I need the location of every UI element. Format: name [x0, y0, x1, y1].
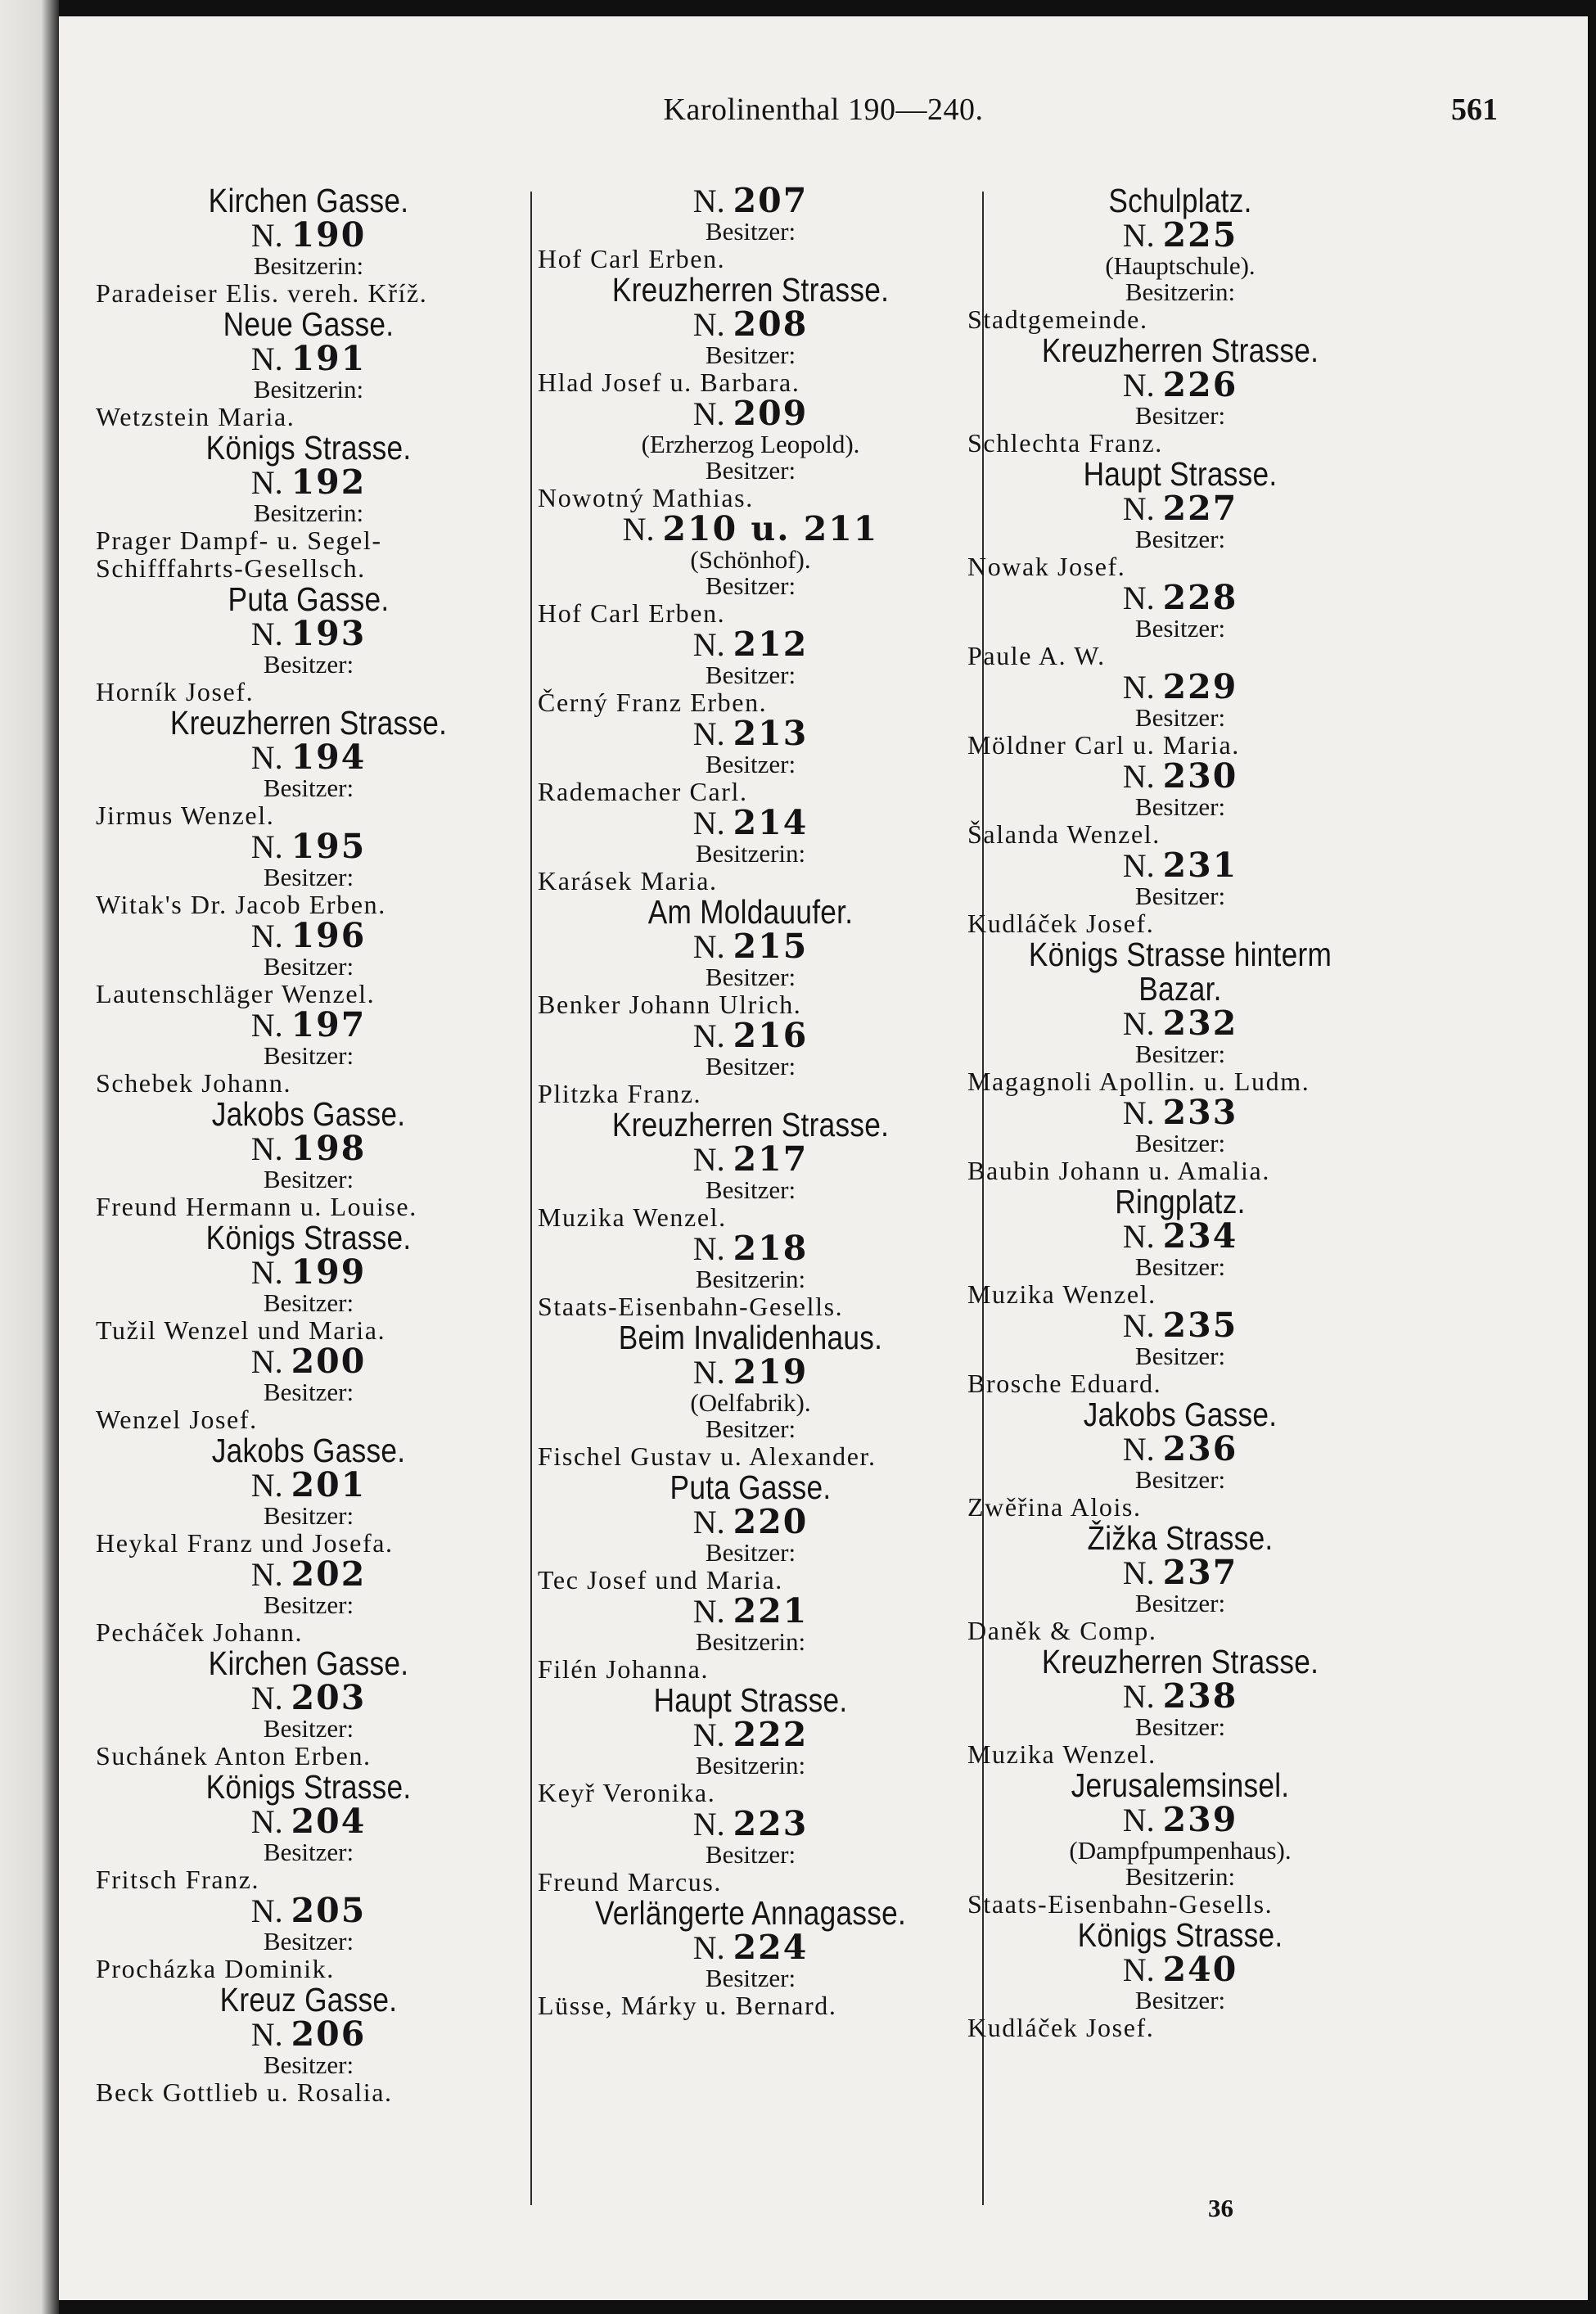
house-number	[538, 716, 963, 751]
number-prefix: N.	[1122, 1094, 1163, 1131]
owner-role: Besitzer:	[263, 1501, 354, 1530]
owner-role: Besitzer:	[1134, 1465, 1226, 1494]
number-prefix: N.	[1122, 580, 1163, 616]
owner-role: Besitzer:	[705, 1538, 796, 1567]
number-prefix: N.	[692, 1716, 733, 1753]
owner-role: Besitzer:	[1134, 1252, 1226, 1281]
house-number	[96, 1344, 521, 1379]
house-number	[96, 215, 521, 255]
house-number	[96, 616, 521, 652]
owner-name: Rademacher Carl.	[538, 777, 748, 806]
street-heading: Königs Strasse hinterm	[1028, 936, 1332, 973]
number-value: 203	[291, 1678, 367, 1717]
house-number	[96, 1005, 521, 1044]
number-value: 230	[1162, 756, 1238, 796]
number-value: 221	[733, 1591, 809, 1631]
number-prefix: N.	[250, 739, 291, 776]
owner-name: Wenzel Josef.	[96, 1405, 258, 1434]
street-heading: Kirchen Gasse.	[208, 182, 409, 219]
number-prefix: N.	[250, 2016, 291, 2053]
number-prefix: N.	[250, 828, 291, 865]
number-value: 220	[733, 1502, 809, 1541]
number-prefix: N.	[692, 626, 733, 663]
number-value: 235	[1162, 1306, 1238, 1345]
house-number	[96, 1252, 521, 1292]
number-value: 227	[1162, 489, 1238, 528]
number-prefix: N.	[1122, 847, 1163, 884]
number-value: 205	[291, 1891, 367, 1930]
house-number	[96, 918, 521, 954]
house-number	[96, 740, 521, 775]
number-value: 233	[1162, 1093, 1238, 1132]
number-value: 216	[733, 1016, 809, 1055]
owner-name: Zwěřina Alois.	[967, 1492, 1142, 1522]
owner-name: Nowak Josef.	[967, 552, 1126, 581]
owner-role: Besitzer:	[1134, 882, 1226, 910]
owner-name: Plitzka Franz.	[538, 1079, 702, 1108]
street-heading: Haupt Strasse.	[1083, 455, 1278, 493]
owner-name: Hof Carl Erben.	[538, 244, 726, 273]
owner-name: Fritsch Franz.	[96, 1865, 260, 1894]
number-value: 239	[1162, 1800, 1238, 1839]
street-heading: Kreuzherren Strasse.	[611, 1106, 890, 1143]
house-number	[96, 829, 521, 864]
building-note: (Oelfabrik).	[690, 1388, 811, 1417]
number-prefix: N.	[692, 306, 733, 343]
owner-name: Stadtgemeinde.	[967, 304, 1148, 334]
house-number	[538, 1139, 963, 1179]
number-prefix: N.	[1122, 1431, 1163, 1468]
house-number	[967, 1308, 1393, 1343]
owner-role: Besitzer:	[263, 2050, 354, 2079]
number-value: 229	[1162, 667, 1238, 706]
number-value: 197	[291, 1005, 367, 1044]
house-number	[967, 848, 1393, 883]
number-prefix: N.	[1122, 669, 1163, 706]
street-heading: Königs Strasse.	[205, 1768, 412, 1806]
owner-role: Besitzer:	[705, 750, 796, 778]
number-prefix: N.	[622, 511, 663, 548]
owner-name: Tužil Wenzel und Maria.	[96, 1315, 386, 1345]
owner-name: Muzika Wenzel.	[967, 1739, 1156, 1769]
street-heading: Ringplatz.	[1115, 1183, 1246, 1220]
number-value: 202	[291, 1554, 367, 1594]
owner-role: Besitzer:	[1134, 401, 1226, 430]
number-value: 204	[291, 1802, 367, 1841]
number-prefix: N.	[692, 1593, 733, 1630]
street-heading: Jakobs Gasse.	[211, 1095, 406, 1133]
house-number	[538, 1018, 963, 1053]
number-value: 223	[733, 1804, 809, 1843]
street-heading: Neue Gasse.	[223, 305, 394, 343]
house-number	[538, 396, 963, 431]
number-prefix: N.	[692, 395, 733, 432]
street-heading: Haupt Strasse.	[653, 1681, 848, 1719]
number-value: 206	[291, 2014, 367, 2054]
building-note: (Schönhof).	[690, 545, 811, 574]
building-note: (Hauptschule).	[1105, 251, 1256, 280]
owner-name: Daněk & Comp.	[967, 1616, 1157, 1645]
number-value: 214	[733, 803, 809, 842]
number-value: 191	[291, 339, 367, 378]
number-prefix: N.	[1122, 1307, 1163, 1344]
column-divider	[530, 192, 532, 2205]
number-prefix: N.	[1122, 217, 1163, 254]
owner-role: Besitzer:	[1134, 1040, 1226, 1068]
number-prefix: N.	[692, 1141, 733, 1178]
street-heading: Kreuz Gasse.	[219, 1981, 398, 2019]
number-prefix: N.	[250, 1343, 291, 1380]
owner-role: Besitzerin:	[253, 375, 364, 404]
owner-role: Besitzer:	[1134, 703, 1226, 732]
owner-role: Besitzer:	[263, 863, 354, 891]
number-value: 215	[733, 927, 809, 966]
number-prefix: N.	[1122, 1678, 1163, 1715]
owner-role: Besitzer:	[705, 1840, 796, 1869]
number-prefix: N.	[250, 1556, 291, 1593]
number-value: 201	[291, 1465, 367, 1504]
house-number	[967, 215, 1393, 255]
owner-role: Besitzer:	[705, 456, 796, 485]
street-heading: Žižka Strasse.	[1087, 1519, 1274, 1557]
column-right	[967, 183, 1393, 2041]
house-number	[96, 1680, 521, 1716]
number-prefix: N.	[1122, 1802, 1163, 1838]
owner-name: Muzika Wenzel.	[967, 1279, 1156, 1309]
house-number	[538, 1352, 963, 1392]
owner-role: Besitzer:	[1134, 1712, 1226, 1741]
number-value: 207	[733, 181, 809, 220]
number-value: 190	[291, 215, 367, 255]
owner-name: Kudláček Josef.	[967, 909, 1155, 938]
building-note: (Dampfpumpenhaus).	[1069, 1836, 1292, 1865]
street-heading: Kreuzherren Strasse.	[611, 271, 890, 309]
house-number	[538, 1930, 963, 1965]
owner-name: Jirmus Wenzel.	[96, 801, 275, 830]
owner-role: Besitzerin:	[695, 1751, 806, 1779]
street-heading: Schulplatz.	[1108, 182, 1252, 219]
page-number: 561	[1451, 92, 1498, 127]
owner-name: Karásek Maria.	[538, 866, 718, 895]
number-value: 209	[733, 394, 809, 433]
number-value: 232	[1162, 1004, 1238, 1043]
number-prefix: N.	[250, 217, 291, 254]
owner-name: Procházka Dominik.	[96, 1954, 335, 1983]
owner-role: Besitzer:	[263, 1838, 354, 1866]
number-value: 193	[291, 614, 367, 653]
number-value: 208	[733, 304, 809, 344]
number-value: 225	[1162, 215, 1238, 255]
owner-role: Besitzerin:	[253, 498, 364, 527]
owner-role: Besitzer:	[1134, 1342, 1226, 1370]
number-prefix: N.	[250, 1892, 291, 1929]
house-number	[538, 627, 963, 662]
number-prefix: N.	[250, 1467, 291, 1504]
number-value: 224	[733, 1928, 809, 1967]
owner-name: Paule A. W.	[967, 641, 1106, 670]
number-value: 228	[1162, 578, 1238, 617]
owner-role: Besitzer:	[263, 952, 354, 981]
number-prefix: N.	[1122, 367, 1163, 404]
owner-role: Besitzerin:	[695, 1627, 806, 1656]
owner-name: Schebek Johann.	[96, 1068, 292, 1098]
street-heading: Puta Gasse.	[228, 580, 390, 618]
house-number	[967, 1952, 1393, 1987]
number-prefix: N.	[1122, 490, 1163, 527]
owner-name: Staats-Eisenbahn-Gesells.	[538, 1292, 844, 1321]
owner-name: Horník Josef.	[96, 677, 255, 706]
number-prefix: N.	[692, 715, 733, 752]
number-prefix: N.	[1122, 1554, 1163, 1591]
house-number	[538, 1231, 963, 1266]
street-heading: Königs Strasse.	[205, 429, 412, 467]
house-number	[967, 1006, 1393, 1041]
number-value: 195	[291, 827, 367, 866]
street-heading: Königs Strasse.	[205, 1219, 412, 1256]
house-number	[967, 1555, 1393, 1590]
house-number	[967, 1095, 1393, 1130]
house-number	[538, 509, 963, 548]
running-title: Karolinenthal 190—240.	[663, 92, 984, 127]
number-value: 222	[733, 1715, 809, 1754]
number-value: 212	[733, 625, 809, 664]
number-prefix: N.	[250, 1254, 291, 1291]
house-number	[967, 1802, 1393, 1838]
street-heading: Beim Invalidenhaus.	[618, 1319, 883, 1356]
house-number	[538, 929, 963, 964]
number-prefix: N.	[250, 1680, 291, 1716]
owner-name: Heykal Franz und Josefa.	[96, 1528, 394, 1558]
owner-role: Besitzerin:	[1125, 1862, 1236, 1891]
number-prefix: N.	[250, 918, 291, 954]
owner-name: Baubin Johann u. Amalia.	[967, 1156, 1270, 1185]
owner-role: Besitzer:	[263, 650, 354, 679]
number-prefix: N.	[692, 928, 733, 965]
number-value: 194	[291, 738, 367, 777]
owner-name: Freund Marcus.	[538, 1867, 723, 1897]
owner-name: Schifffahrts-Gesellsch.	[96, 553, 366, 583]
street-heading: Kreuzherren Strasse.	[1041, 332, 1319, 369]
owner-name: Paradeiser Elis. vereh. Kříž.	[96, 278, 428, 308]
owner-role: Besitzer:	[263, 1378, 354, 1406]
number-value: 213	[733, 714, 809, 753]
street-heading: Verlängerte Annagasse.	[594, 1894, 907, 1932]
number-value: 217	[733, 1139, 809, 1179]
owner-role: Besitzer:	[1134, 792, 1226, 821]
owner-role: Besitzerin:	[1125, 277, 1236, 306]
owner-role: Besitzerin:	[695, 1265, 806, 1293]
house-number	[967, 1676, 1393, 1716]
owner-role: Besitzer:	[263, 1041, 354, 1070]
number-prefix: N.	[692, 1230, 733, 1267]
street-heading: Jerusalemsinsel.	[1071, 1766, 1290, 1804]
owner-role: Besitzer:	[1134, 614, 1226, 643]
number-prefix: N.	[692, 1017, 733, 1054]
owner-name: Hof Carl Erben.	[538, 598, 726, 628]
street-heading: Jakobs Gasse.	[211, 1432, 406, 1469]
owner-name: Beck Gottlieb u. Rosalia.	[96, 2077, 393, 2107]
street-heading: Kreuzherren Strasse.	[1041, 1643, 1319, 1680]
house-number	[538, 304, 963, 344]
house-number	[967, 756, 1393, 796]
house-number	[967, 580, 1393, 616]
owner-role: Besitzerin:	[695, 839, 806, 868]
street-heading: Bazar.	[1138, 970, 1222, 1008]
house-number	[538, 805, 963, 841]
owner-name: Filén Johanna.	[538, 1654, 710, 1684]
directory-page	[59, 16, 1588, 2300]
owner-name: Schlechta Franz.	[967, 428, 1163, 458]
owner-role: Besitzer:	[705, 1175, 796, 1204]
number-value: 218	[733, 1229, 809, 1268]
house-number	[96, 462, 521, 502]
owner-role: Besitzer:	[705, 341, 796, 369]
owner-name: Wetzstein Maria.	[96, 402, 295, 431]
owner-name: Brosche Eduard.	[967, 1369, 1162, 1398]
owner-name: Lüsse, Márky u. Bernard.	[538, 1991, 837, 2020]
number-value: 219	[733, 1352, 809, 1392]
number-prefix: N.	[250, 464, 291, 501]
number-prefix: N.	[692, 805, 733, 841]
owner-name: Prager Dampf- u. Segel-	[96, 525, 382, 555]
owner-role: Besitzer:	[263, 1927, 354, 1955]
house-number	[967, 491, 1393, 526]
number-value: 237	[1162, 1553, 1238, 1592]
number-value: 234	[1162, 1216, 1238, 1256]
number-value: 240	[1162, 1950, 1238, 1989]
owner-role: Besitzer:	[705, 217, 796, 246]
owner-name: Benker Johann Ulrich.	[538, 990, 802, 1019]
street-heading: Kirchen Gasse.	[208, 1644, 409, 1682]
owner-role: Besitzer:	[705, 661, 796, 689]
signature-mark: 36	[1208, 2194, 1233, 2222]
house-number	[538, 1717, 963, 1752]
owner-name: Witak's Dr. Jacob Erben.	[96, 890, 386, 919]
number-prefix: N.	[1122, 758, 1163, 795]
building-note: (Erzherzog Leopold).	[641, 430, 860, 458]
street-heading: Kreuzherren Strasse.	[169, 704, 448, 742]
number-prefix: N.	[692, 1354, 733, 1391]
number-prefix: N.	[250, 1803, 291, 1840]
owner-role: Besitzer:	[705, 963, 796, 991]
number-prefix: N.	[692, 1806, 733, 1843]
street-heading: Am Moldauufer.	[647, 893, 854, 931]
number-value: 199	[291, 1252, 367, 1292]
house-number	[538, 183, 963, 219]
house-number	[96, 2014, 521, 2054]
owner-name: Staats-Eisenbahn-Gesells.	[967, 1889, 1274, 1919]
house-number	[96, 1554, 521, 1594]
owner-name: Hlad Josef u. Barbara.	[538, 368, 800, 397]
owner-role: Besitzer:	[1134, 1589, 1226, 1617]
owner-role: Besitzer:	[263, 774, 354, 802]
number-value: 231	[1162, 846, 1238, 885]
page-header	[59, 92, 1588, 141]
house-number	[967, 365, 1393, 404]
owner-name: Tec Josef und Maria.	[538, 1565, 783, 1595]
owner-name: Pecháček Johann.	[96, 1617, 304, 1647]
street-heading: Jakobs Gasse.	[1083, 1396, 1278, 1433]
number-prefix: N.	[1122, 1218, 1163, 1255]
number-prefix: N.	[692, 1504, 733, 1540]
house-number	[538, 1591, 963, 1631]
number-prefix: N.	[250, 341, 291, 377]
owner-role: Besitzer:	[263, 1165, 354, 1193]
house-number	[967, 667, 1393, 706]
house-number	[96, 341, 521, 377]
owner-role: Besitzer:	[1134, 1129, 1226, 1157]
owner-name: Freund Hermann u. Louise.	[96, 1192, 417, 1221]
number-prefix: N.	[692, 1929, 733, 1966]
owner-name: Nowotný Mathias.	[538, 483, 754, 512]
house-number	[967, 1216, 1393, 1256]
owner-name: Kudláček Josef.	[967, 2013, 1155, 2042]
owner-role: Besitzer:	[705, 1052, 796, 1080]
column-left	[96, 183, 521, 2106]
owner-role: Besitzer:	[263, 1288, 354, 1317]
house-number	[96, 1465, 521, 1504]
number-prefix: N.	[692, 183, 733, 219]
number-prefix: N.	[250, 616, 291, 652]
owner-name: Keyř Veronika.	[538, 1778, 716, 1807]
owner-name: Suchánek Anton Erben.	[96, 1741, 372, 1770]
number-value: 198	[291, 1129, 367, 1168]
page-gutter	[0, 0, 59, 2314]
number-prefix: N.	[250, 1007, 291, 1044]
number-prefix: N.	[250, 1130, 291, 1167]
number-value: 236	[1162, 1429, 1238, 1468]
owner-role: Besitzerin:	[253, 251, 364, 280]
owner-name: Černý Franz Erben.	[538, 688, 768, 717]
street-heading: Puta Gasse.	[670, 1468, 832, 1506]
house-number	[96, 1893, 521, 1928]
owner-name: Möldner Carl u. Maria.	[967, 730, 1240, 760]
owner-role: Besitzer:	[705, 571, 796, 600]
owner-role: Besitzer:	[1134, 1986, 1226, 2014]
owner-name: Šalanda Wenzel.	[967, 819, 1161, 849]
number-prefix: N.	[1122, 1951, 1163, 1988]
number-value: 200	[291, 1342, 367, 1381]
house-number	[96, 1131, 521, 1166]
house-number	[538, 1804, 963, 1843]
number-value: 210 u. 211	[662, 509, 879, 548]
owner-name: Muzika Wenzel.	[538, 1202, 727, 1232]
number-value: 196	[291, 916, 367, 955]
owner-role: Besitzer:	[263, 1590, 354, 1619]
owner-name: Lautenschläger Wenzel.	[96, 979, 376, 1008]
number-value: 192	[291, 462, 367, 502]
house-number	[538, 1504, 963, 1540]
street-heading: Königs Strasse.	[1077, 1916, 1283, 1954]
owner-role: Besitzer:	[705, 1414, 796, 1443]
number-value: 226	[1162, 365, 1238, 404]
number-prefix: N.	[1122, 1005, 1163, 1042]
house-number	[967, 1429, 1393, 1468]
owner-name: Magagnoli Apollin. u. Ludm.	[967, 1067, 1310, 1096]
house-number	[96, 1804, 521, 1839]
number-value: 238	[1162, 1676, 1238, 1716]
owner-role: Besitzer:	[705, 1964, 796, 1992]
owner-role: Besitzer:	[1134, 525, 1226, 553]
owner-name: Fischel Gustav u. Alexander.	[538, 1441, 877, 1471]
owner-role: Besitzer:	[263, 1714, 354, 1743]
column-middle	[538, 183, 963, 2019]
